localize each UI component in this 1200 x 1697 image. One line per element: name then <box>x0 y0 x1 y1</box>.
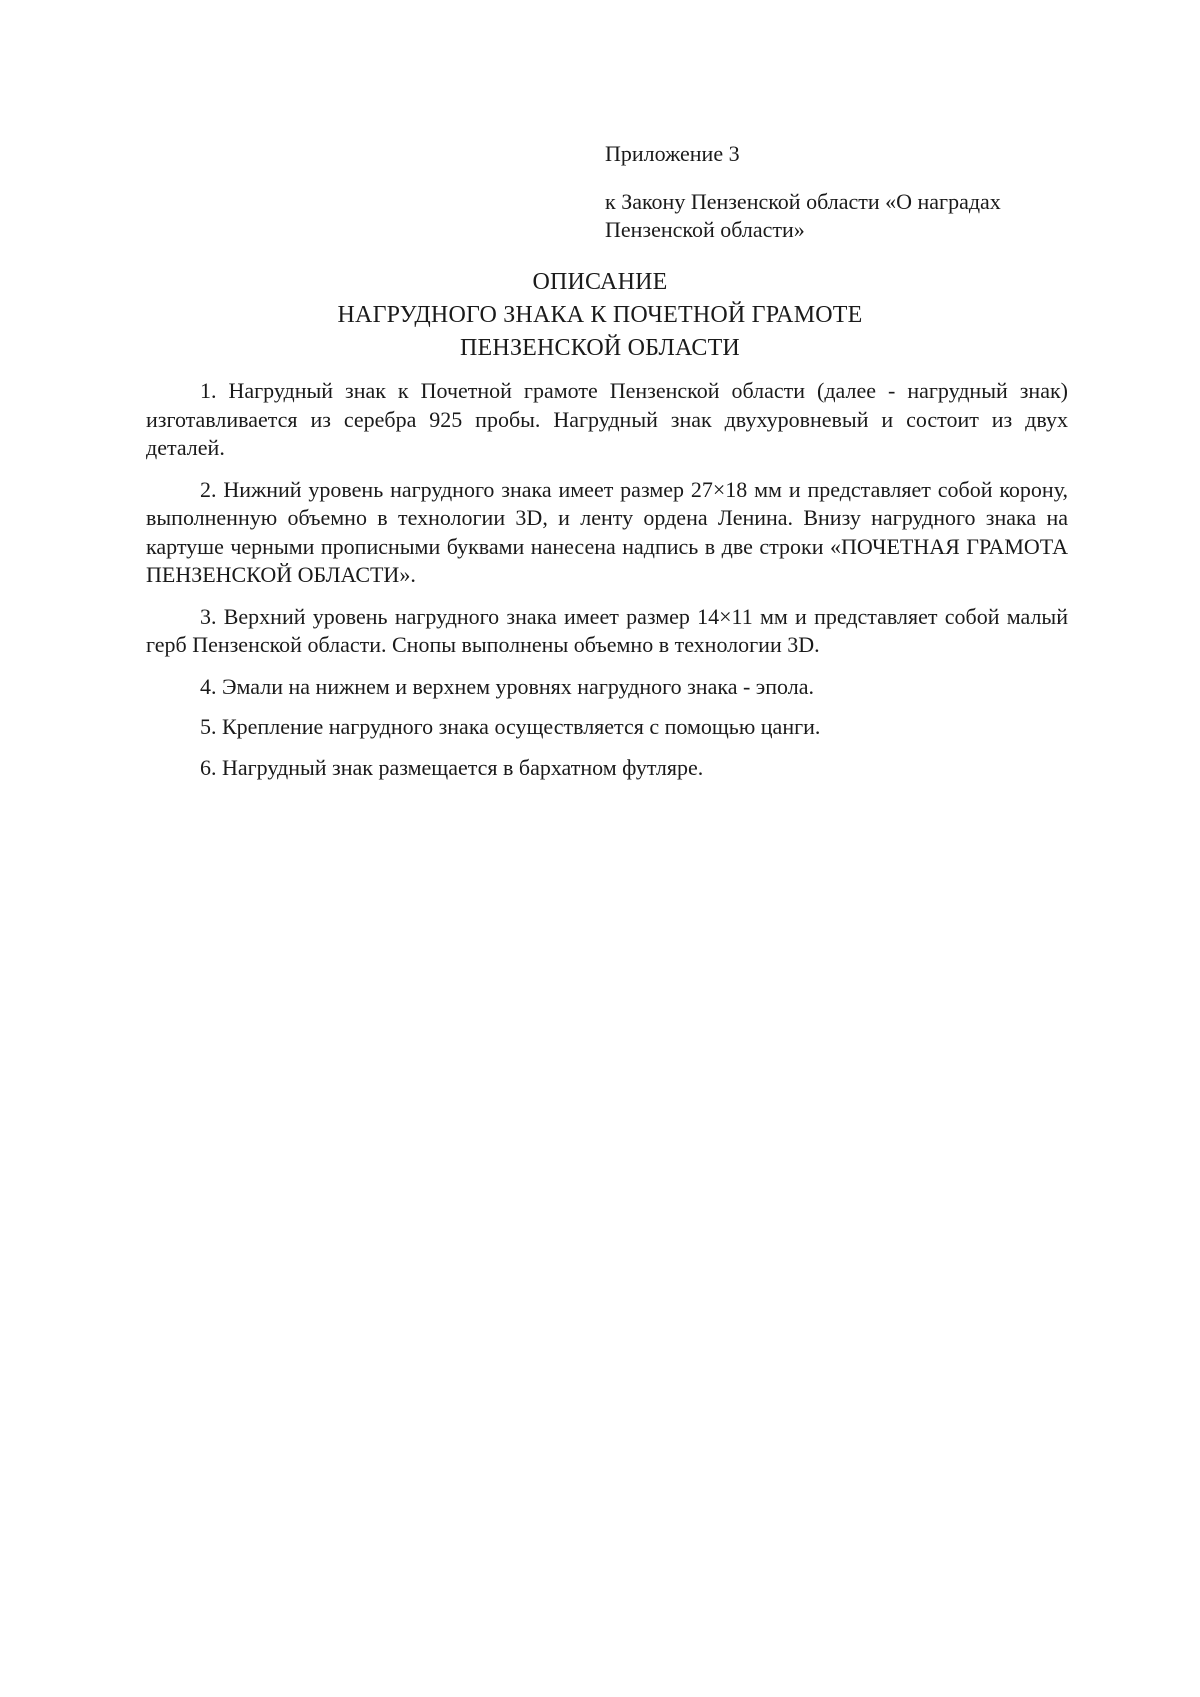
document-title <box>140 266 1060 365</box>
title-line-1: ОПИСАНИЕ <box>532 269 668 295</box>
appendix-header <box>605 140 1075 244</box>
appendix-reference: к Закону Пензенской области «О наградах Пензенской области» <box>605 189 1001 242</box>
paragraph-1: 1. Нагрудный знак к Почетной грамоте Пензенской области (далее - нагрудный знак) изготавливается из серебра 925 пробы. Нагрудный знак двухуровневый и состоит из двух деталей. <box>146 378 1068 460</box>
document-body <box>146 377 1068 794</box>
paragraph-2: 2. Нижний уровень нагрудного знака имеет размер 27×18 мм и представляет собой корону, выполненную объемно в технологии 3D, и ленту ордена Ленина. Внизу нагрудного знака на картуше черными прописными буквами нанесена надпись в две строки «ПОЧЕТНАЯ ГРАМОТА ПЕНЗЕНСКОЙ ОБЛАСТИ». <box>146 476 1068 587</box>
paragraph-5: 5. Крепление нагрудного знака осуществляется с помощью цанги. <box>200 714 821 739</box>
appendix-label: Приложение 3 <box>605 141 740 166</box>
title-line-3: ПЕНЗЕНСКОЙ ОБЛАСТИ <box>460 335 740 361</box>
title-line-2: НАГРУДНОГО ЗНАКА К ПОЧЕТНОЙ ГРАМОТЕ <box>337 302 863 328</box>
paragraph-4: 4. Эмали на нижнем и верхнем уровнях нагрудного знака - эпола. <box>200 673 814 699</box>
paragraph-6: 6. Нагрудный знак размещается в бархатном футляре. <box>200 754 704 780</box>
paragraph-3: 3. Верхний уровень нагрудного знака имеет размер 14×11 мм и представляет собой малый герб Пензенской области. Снопы выполнены объемно в технологии 3D. <box>146 603 1068 657</box>
